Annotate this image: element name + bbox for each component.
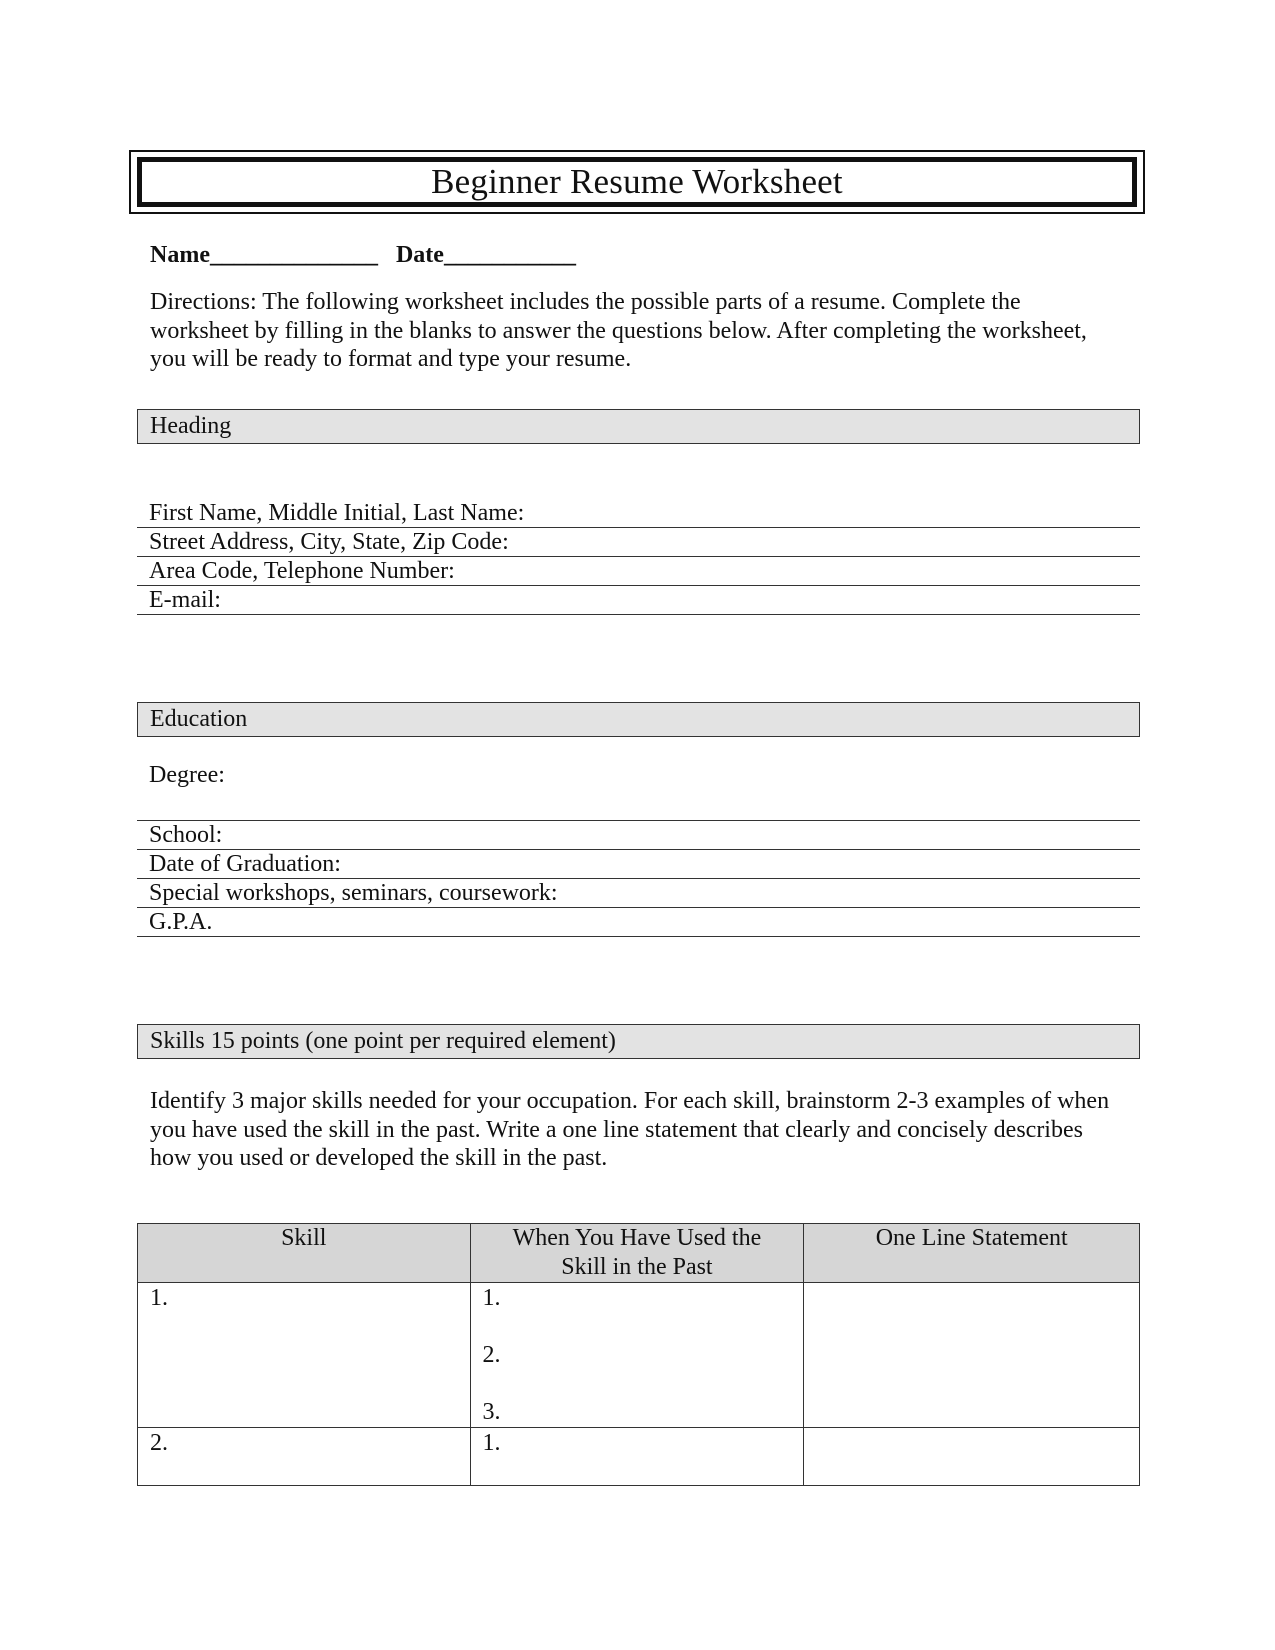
header-statement: One Line Statement bbox=[804, 1224, 1140, 1283]
graduation-date-field[interactable]: Date of Graduation: bbox=[137, 850, 1140, 879]
skills-table bbox=[137, 1223, 1140, 1486]
phone-field[interactable]: Area Code, Telephone Number: bbox=[137, 557, 1140, 586]
statement-cell[interactable] bbox=[804, 1283, 1140, 1428]
full-name-field[interactable]: First Name, Middle Initial, Last Name: bbox=[137, 499, 1140, 528]
use-item: 3. bbox=[482, 1399, 501, 1425]
title-box bbox=[129, 150, 1145, 214]
table-row bbox=[138, 1428, 1140, 1486]
skills-section-header: Skills 15 points (one point per required element) bbox=[137, 1024, 1140, 1059]
skill-cell[interactable]: 1. bbox=[138, 1283, 471, 1428]
page-title: Beginner Resume Worksheet bbox=[137, 157, 1137, 207]
skill-cell[interactable]: 2. bbox=[138, 1428, 471, 1486]
skills-instructions: Identify 3 major skills needed for your occupation. For each skill, brainstorm 2-3 examples of when you have used the skill in the past. Write a one line statement that clearly and concisely describes how you used or developed the skill in the past. bbox=[150, 1088, 1110, 1171]
education-section-header: Education bbox=[137, 702, 1140, 737]
header-when-used-label: When You Have Used the Skill in the Past bbox=[512, 1225, 762, 1280]
email-field[interactable]: E-mail: bbox=[137, 586, 1140, 615]
uses-cell[interactable] bbox=[470, 1283, 804, 1428]
use-item: 1. bbox=[482, 1285, 501, 1311]
table-row bbox=[138, 1283, 1140, 1428]
gpa-field[interactable]: G.P.A. bbox=[137, 908, 1140, 937]
header-when-used bbox=[470, 1224, 804, 1283]
use-item: 2. bbox=[482, 1342, 501, 1368]
degree-field[interactable]: Degree: bbox=[137, 761, 1140, 821]
address-field[interactable]: Street Address, City, State, Zip Code: bbox=[137, 528, 1140, 557]
school-field[interactable]: School: bbox=[137, 821, 1140, 850]
coursework-field[interactable]: Special workshops, seminars, coursework: bbox=[137, 879, 1140, 908]
directions-text: Directions: The following worksheet includes the possible parts of a resume. Complete the worksheet by filling in the blanks to answer the questions below. After completing the worksheet, you will be ready to format and type your resume. bbox=[150, 289, 1087, 372]
heading-section-header: Heading bbox=[137, 409, 1140, 444]
statement-cell[interactable] bbox=[804, 1428, 1140, 1486]
header-skill: Skill bbox=[138, 1224, 471, 1283]
name-date-line: Name______________ Date___________ bbox=[150, 242, 576, 268]
table-header-row bbox=[138, 1224, 1140, 1283]
use-item: 1. bbox=[482, 1430, 501, 1456]
uses-cell[interactable] bbox=[470, 1428, 804, 1486]
